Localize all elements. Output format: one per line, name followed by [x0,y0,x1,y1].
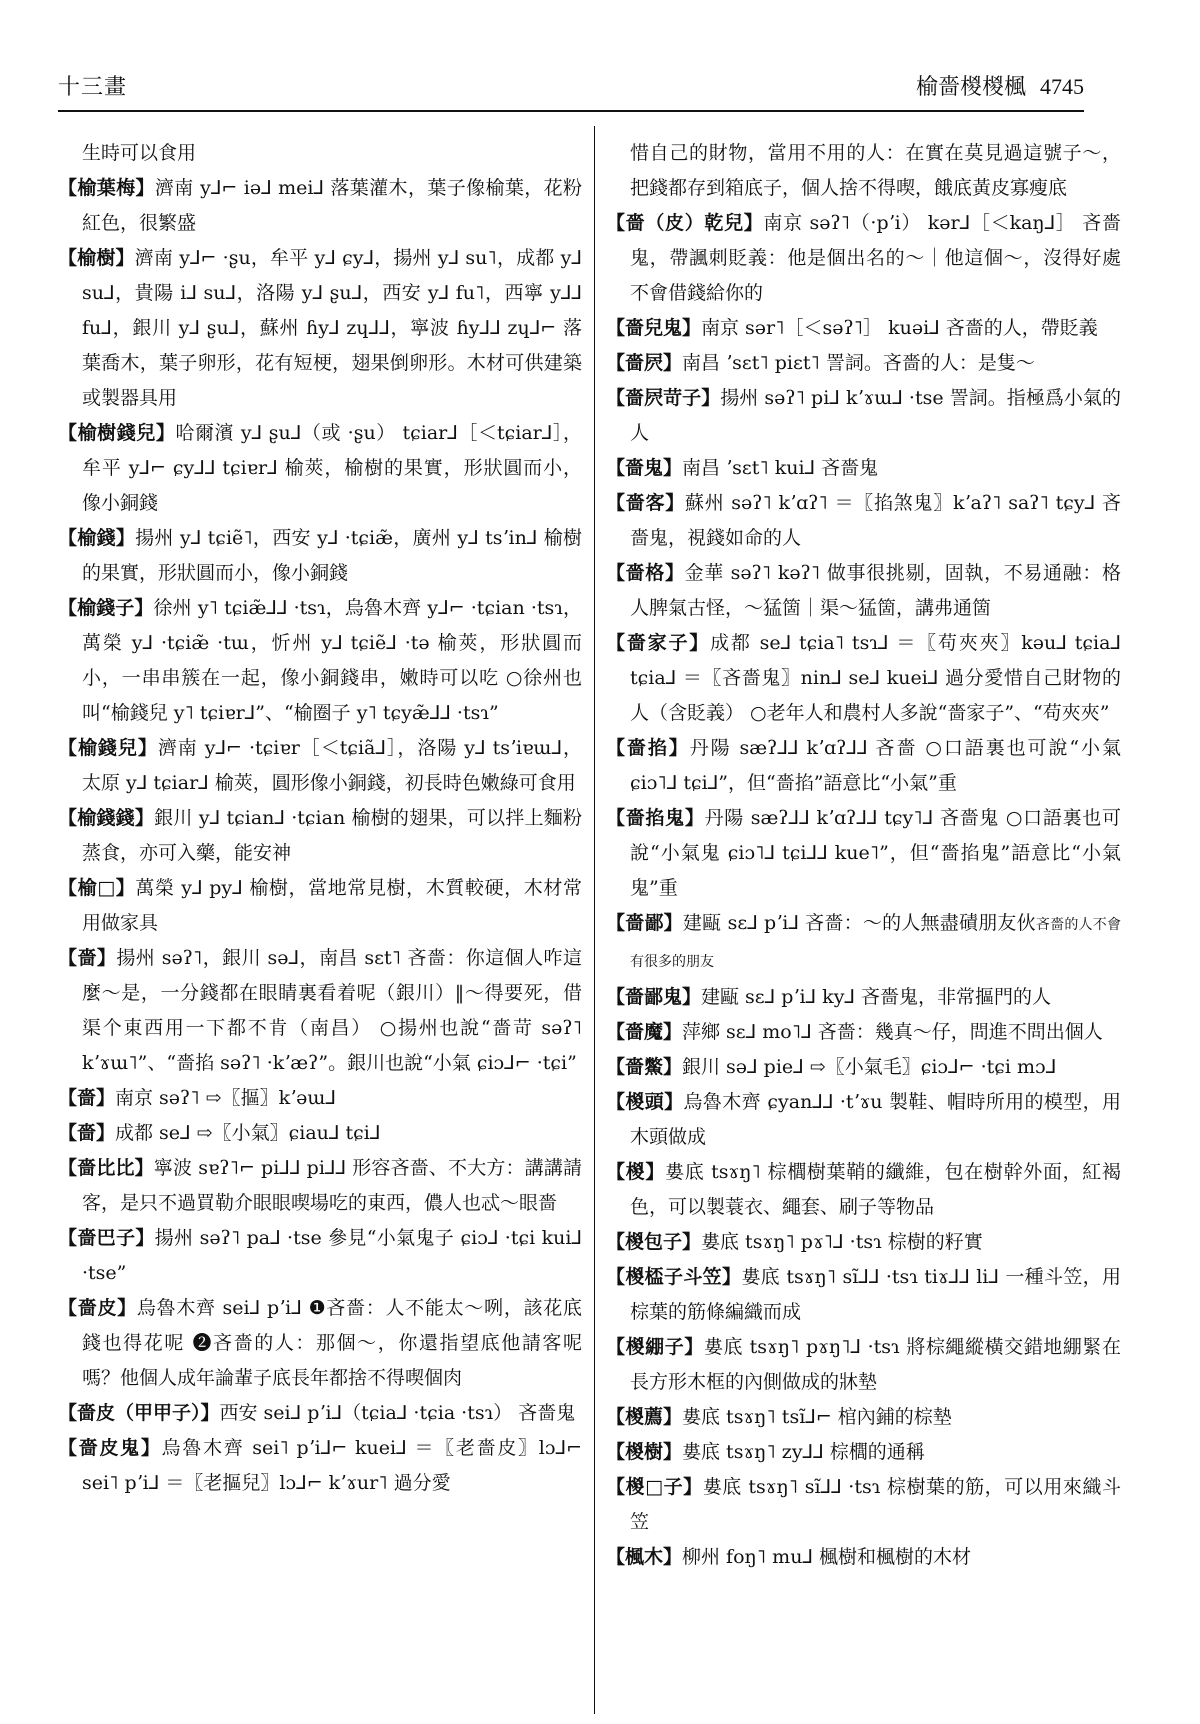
dictionary-entry [606,556,1121,626]
dictionary-entry [58,731,582,801]
entry-definition: 寧波 sɐʔ˥⌐ pi⅃⅃ pi⅃⅃ 形容吝嗇、不大方：講講請客，是只不過買勒介眼眼喫場吃的東西，儂人也忒～眼嗇 [82,1157,582,1214]
entry-headword: 【嗇巴子】 [58,1227,155,1249]
entry-definition: 婁底 tsɤŋ˥ pɤ˥⅃ ·tsɿ 棕樹的籽實 [701,1231,983,1253]
entry-headword: 【嗇兒鬼】 [606,317,702,339]
entry-headword: 【楓木】 [606,1546,683,1568]
entry-headword: 【椶頭】 [606,1091,684,1113]
entry-headword: 【嗇皮鬼】 [58,1437,162,1459]
entry-definition: 揚州 səʔ˥，銀川 sə⅃，南昌 sɛt˥ 吝嗇：你這個人咋這麼～是，一分錢都在眼睛裏看着呢（銀川）‖～得要死，借渠个東西用一下都不肯（南昌） ○揚州也說“嗇苛 səʔ˥ kʼɤɯ˥”、“嗇掐 səʔ˥ ·kʼæʔ”。銀川也說“小氣 ɕiɔ⅃⌐ ·tɕi” [82,947,582,1074]
entry-definition: 蘇州 səʔ˥ kʼɑʔ˥ ＝〖掐煞鬼〗kʼaʔ˥ saʔ˥ tɕy⅃ 吝嗇鬼，視錢如命的人 [630,492,1121,549]
dictionary-entry [58,1081,582,1116]
dictionary-entry [606,206,1121,311]
entry-definition: 婁底 tsɤŋ˥ sĩ⅃⅃ ·tsɿ 棕樹葉的筋，可以用來織斗笠 [630,1476,1122,1533]
entry-definition: 濟南 y⅃⌐ ·ʂu，牟平 y⅃ ɕy⅃，揚州 y⅃ su˥，成都 y⅃ su⅃，貴陽 i⅃ su⅃，洛陽 y⅃ ʂu⅃，西安 y⅃ fu˥，西寧 y⅃⅃ fu⅃，銀川 y⅃ ʂu⅃，蘇州 ɦy⅃ zɥ⅃⅃，寧波 ɦy⅃⅃ zɥ⅃⌐ 落葉喬木，葉子卵形，花有短梗，翅果倒卵形。木材可供建築或製器具用 [82,247,582,409]
dictionary-entry [58,241,582,416]
page-header [58,62,1084,108]
dictionary-entry [606,346,1121,381]
entry-definition: 南昌 ʼsɛt˥ kui⅃ 吝嗇鬼 [682,457,879,479]
dictionary-entry [606,1470,1121,1540]
dictionary-entry [606,1330,1121,1400]
dictionary-entry [58,1291,582,1396]
header-rule [58,110,1084,112]
entry-headword: 【嗇格】 [606,562,685,584]
entry-definition: 婁底 tsɤŋ˥ pɤŋ˥⅃ ·tsɿ 將棕繩縱橫交錯地綳緊在長方形木框的內側做成的牀墊 [630,1336,1121,1393]
entry-definition: 濟南 y⅃⌐ ·tɕiɐr［＜tɕiã⅃］，洛陽 y⅃ tsʼiɐɯ⅃，太原 y⅃ tɕiar⅃ 榆莢，圓形像小銅錢，初長時色嫩綠可食用 [82,737,582,794]
entry-headword: 【嗇（皮）乾兒】 [606,212,764,234]
entry-definition: 揚州 y⅃ tɕiẽ˥，西安 y⅃ ·tɕiæ̃，廣州 y⅃ tsʼin⅃ 榆樹的果實，形狀圓而小，像小銅錢 [82,527,582,584]
dictionary-entry [606,1225,1121,1260]
dictionary-entry [58,1396,582,1431]
entry-headword: 【榆錢錢】 [58,807,155,829]
entry-definition: 西安 sei⅃ pʼi⅃（tɕia⅃ ·tɕia ·tsɿ） 吝嗇鬼 [219,1402,576,1424]
entry-headword: 【榆□】 [58,877,136,899]
entry-definition: 建甌 sɛ⅃ pʼi⅃ 吝嗇：～的人無盡磧朋友伙 [682,912,1036,934]
entry-headword: 【嗇鄙鬼】 [606,986,702,1008]
dictionary-entry [58,171,582,241]
dictionary-entry [606,486,1121,556]
entry-definition: 成都 se⅃ tɕia˥ tsɿ⅃ ＝〖苟夾夾〗kəu⅃ tɕia⅃ tɕia⅃ ＝〖吝嗇鬼〗nin⅃ se⅃ kuei⅃ 過分愛惜自己財物的人（含貶義） ○老年人和農村人多說“嗇家子”、“苟夾夾” [630,632,1121,724]
dictionary-entry [606,1015,1121,1050]
entry-definition: 金華 səʔ˥ kəʔ˥ 做事很挑剔，固執，不易通融：格人脾氣古怪，～猛箇｜渠～猛箇，講弗通箇 [630,562,1121,619]
entry-definition: 建甌 sɛ⅃ pʼi⅃ ky⅃ 吝嗇鬼，非常摳門的人 [701,986,1052,1008]
dictionary-entry [606,801,1121,906]
entry-headword: 【嗇鱉】 [606,1056,683,1078]
keyword-range: 榆嗇椶椶楓 [915,75,1026,100]
entry-headword: 【椶樹】 [606,1441,683,1463]
entry-headword: 【椶包子】 [606,1231,702,1253]
entry-gloss-note: 吝嗇的人不會有很多的朋友 [630,917,1121,970]
header-right [916,70,1084,101]
entry-definition: 南昌 ʼsɛt˥ piɛt˥ 詈詞。吝嗇的人：是隻～ [682,352,1035,374]
dictionary-entry [606,1540,1121,1575]
entry-definition: 婁底 tsɤŋ˥ zy⅃⅃ 棕櫚的通稱 [682,1441,925,1463]
entry-definition: 銀川 sə⅃ pie⅃ ⇨〖小氣毛〗ɕiɔ⅃⌐ ·tɕi mɔ⅃ [682,1056,1057,1078]
continued-entry [606,136,1121,206]
entry-headword: 【榆葉梅】 [58,177,155,199]
entry-definition: 成都 se⅃ ⇨〖小氣〗ɕiau⅃ tɕi⅃ [115,1122,381,1144]
dictionary-entry [606,980,1121,1015]
entry-headword: 【嗇鄙】 [606,912,683,934]
entry-definition: 婁底 tsɤŋ˥ 棕櫚樹葉鞘的纖維，包在樹幹外面，紅褐色，可以製蓑衣、繩套、刷子等物品 [630,1161,1121,1218]
entry-headword: 【嗇掐】 [606,737,690,759]
entry-headword: 【嗇屄苛子】 [606,387,721,409]
entry-headword: 【椶□子】 [606,1476,703,1498]
entry-headword: 【嗇皮（甲甲子）】 [58,1402,220,1424]
dictionary-entry [58,941,582,1081]
entry-headword: 【榆樹】 [58,247,135,269]
dictionary-entry [606,1050,1121,1085]
entry-definition: 南京 səʔ˥ ⇨〖摳〗kʼəɯ⅃ [115,1087,336,1109]
entry-definition: 濟南 y⅃⌐ iə⅃ mei⅃ 落葉灌木，葉子像榆葉，花粉紅色，很繁盛 [82,177,582,234]
dictionary-entry [58,416,582,521]
entry-definition: 萬榮 y⅃ py⅃ 榆樹，當地常見樹，木質較硬，木材常用做家具 [82,877,583,934]
dictionary-entry [58,521,582,591]
entry-definition: 生時可以食用 [82,142,197,164]
column-divider [594,126,595,1714]
dictionary-entry [606,626,1121,731]
entry-definition: 婁底 tsɤŋ˥ sĩ⅃⅃ ·tsɿ tiɤ⅃⅃ li⅃ 一種斗笠，用棕葉的筋條編織而成 [630,1266,1121,1323]
entry-definition: 烏魯木齊 sei⅃ pʼi⅃ ❶吝嗇：人不能太～咧，該花底錢也得花呢 ❷吝嗇的人：那個～，你還指望底他請客呢嗎？他個人成年論輩子底長年都捨不得喫個肉 [82,1297,582,1389]
entry-headword: 【嗇】 [58,1122,116,1144]
dictionary-entry [606,1435,1121,1470]
entry-headword: 【嗇屄】 [606,352,683,374]
left-column [58,136,582,1501]
entry-definition: 丹陽 sæʔ⅃⅃ kʼɑʔ⅃⅃ tɕy˥⅃ 吝嗇鬼 ○口語裏也可說“小氣鬼 ɕiɔ˥⅃ tɕi⅃⅃ kue˥”，但“嗇掐鬼”語意比“小氣鬼”重 [630,807,1121,899]
dictionary-entry [58,1151,582,1221]
entry-headword: 【椶】 [606,1161,666,1183]
entry-headword: 【榆樹錢兒】 [58,422,176,444]
entry-definition: 揚州 səʔ˥ pa⅃ ·tse 參見“小氣鬼子 ɕiɔ⅃ ·tɕi kui⅃ ·tse” [82,1227,582,1284]
dictionary-entry [58,1431,582,1501]
dictionary-entry [58,1221,582,1291]
dictionary-entry [58,591,582,731]
entry-headword: 【嗇】 [58,1087,116,1109]
dictionary-entry [606,1400,1121,1435]
entry-headword: 【嗇皮】 [58,1297,137,1319]
entry-headword: 【榆錢子】 [58,597,154,619]
entry-headword: 【嗇客】 [606,492,685,514]
entry-definition: 丹陽 sæʔ⅃⅃ kʼɑʔ⅃⅃ 吝嗇 ○口語裏也可說“小氣 ɕiɔ˥⅃ tɕi⅃”，但“嗇掐”語意比“小氣”重 [630,737,1121,794]
dictionary-entry [606,1085,1121,1155]
right-column [606,136,1121,1575]
entry-headword: 【嗇】 [58,947,117,969]
dictionary-entry [606,311,1121,346]
dictionary-entry [606,451,1121,486]
entry-headword: 【嗇家子】 [606,632,711,654]
entry-definition: 惜自己的財物，當用不用的人：在實在莫見過這號子～，把錢都存到箱底子，個人捨不得喫，餓底黃皮寡瘦底 [630,142,1121,199]
entry-definition: 南京 sər˥［＜səʔ˥］ kuəi⅃ 吝嗇的人，帶貶義 [701,317,1098,339]
page-number: 4745 [1040,74,1084,99]
entry-headword: 【榆錢兒】 [58,737,158,759]
entry-headword: 【嗇掐鬼】 [606,807,705,829]
entry-definition: 徐州 y˥ tɕiæ̃⅃⅃ ·tsɿ，烏魯木齊 y⅃⌐ ·tɕian ·tsɿ，萬榮 y⅃ ·tɕiæ̃ ·tɯ，忻州 y⅃ tɕiẽ⅃ ·tə 榆莢，形狀圓而小，一串串簇在一起，像小銅錢串，嫩時可以吃 ○徐州也叫“榆錢兒 y˥ tɕiɐr⅃”、“榆圈子 y˥ tɕyæ̃⅃⅃ ·tsɿ” [82,597,582,724]
entry-headword: 【椶綳子】 [606,1336,704,1358]
entry-definition: 哈爾濱 y⅃ ʂu⅃（或 ·ʂu） tɕiar⅃［＜tɕiar⅃］，牟平 y⅃⌐ ɕy⅃⅃ tɕiɐr⅃ 榆莢，榆樹的果實，形狀圓而小，像小銅錢 [82,422,582,514]
entry-definition: 萍鄉 sɛ⅃ mo˥⅃ 吝嗇：幾真～仔，問進不問出個人 [682,1021,1103,1043]
dictionary-entry [606,1155,1121,1225]
dictionary-entry [58,871,582,941]
entry-definition: 柳州 foŋ˥ mu⅃ 楓樹和楓樹的木材 [682,1546,972,1568]
entry-headword: 【嗇魔】 [606,1021,683,1043]
entry-definition: 婁底 tsɤŋ˥ tsĩ⅃⌐ 棺內鋪的棕墊 [682,1406,952,1428]
entry-headword: 【榆錢】 [58,527,136,549]
dictionary-entry [606,381,1121,451]
entry-headword: 【椶㮎子斗笠】 [606,1266,742,1288]
entry-definition: 烏魯木齊 sei˥ pʼi⅃⌐ kuei⅃ ＝〖老嗇皮〗lɔ⅃⌐ sei˥ pʼi⅃ ＝〖老摳兒〗lɔ⅃⌐ kʼɤur˥ 過分愛 [82,1437,582,1494]
entry-headword: 【嗇鬼】 [606,457,683,479]
dictionary-entry [58,1116,582,1151]
entry-definition: 揚州 səʔ˥ pi⅃ kʼɤɯ⅃ ·tse 詈詞。指極爲小氣的人 [630,387,1121,444]
dictionary-entry [58,801,582,871]
continued-entry [58,136,582,171]
entry-definition: 烏魯木齊 ɕyan⅃⅃ ·tʼɤu 製鞋、帽時所用的模型，用木頭做成 [630,1091,1121,1148]
dictionary-entry [606,906,1121,980]
section-title: 十三畫 [58,75,128,100]
dictionary-entry [606,1260,1121,1330]
dictionary-entry [606,731,1121,801]
entry-headword: 【嗇比比】 [58,1157,154,1179]
entry-definition: 南京 səʔ˥（·pʼi） kər⅃［＜kaŋ⅃］ 吝嗇鬼，帶諷刺貶義：他是個出名的～｜他這個～，沒得好處不會借錢給你的 [630,212,1121,304]
entry-definition: 銀川 y⅃ tɕian⅃ ·tɕian 榆樹的翅果，可以拌上麵粉蒸食，亦可入藥，能安神 [82,807,582,864]
entry-headword: 【椶薦】 [606,1406,683,1428]
